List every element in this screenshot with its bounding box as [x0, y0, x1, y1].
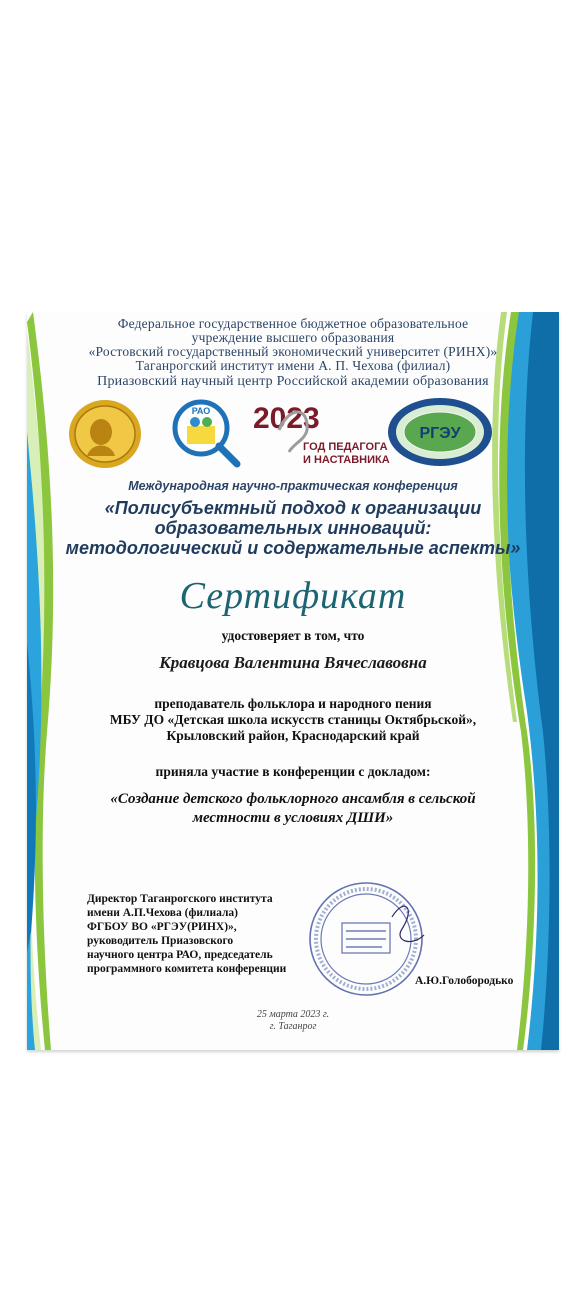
report-title-line-1: «Создание детского фольклорного ансамбля в сельской [110, 791, 476, 807]
header-line-2: учреждение высшего образования [191, 330, 395, 345]
position-line-3: Крыловский район, Краснодарский край [166, 728, 420, 743]
header-line-4: Таганрогский институт имени А. П. Чехова (филиал) [135, 358, 451, 373]
conference-label: Международная научно-практическая конференция [128, 479, 458, 493]
issue-date-place [227, 1009, 359, 1033]
year-number: 2023 [253, 402, 320, 435]
certifies-text: удостоверяет в том, что [221, 628, 365, 643]
conference-title-line-2: образовательных инноваций: [154, 518, 432, 538]
certificate-heading: Сертификат [179, 575, 407, 617]
rgeu-logo [385, 396, 495, 468]
header-line-3: «Ростовский государственный экономический университет (РИНХ)» [88, 344, 498, 359]
header-academy: Приазовский научный центр Российской академии образования [97, 374, 489, 389]
report-title-line-2: местности в условиях ДШИ» [192, 810, 394, 826]
signatory-line-6: программного комитета конференции [87, 963, 287, 975]
signatory-line-4: руководитель Приазовского [87, 935, 234, 947]
rao-logo-text: РАО [191, 406, 211, 416]
signer-name: А.Ю.Голобородько [415, 975, 514, 987]
participation-text: приняла участие в конференции с докладом: [155, 764, 431, 779]
year-caption-1: ГОД ПЕДАГОГА [303, 441, 388, 453]
report-title [67, 790, 519, 828]
issue-date: 25 марта 2023 г. [256, 1009, 330, 1020]
rao-logo [169, 398, 243, 468]
rgeu-logo-text: РГЭУ [419, 425, 461, 442]
year-caption-2: И НАСТАВНИКА [303, 454, 390, 466]
signatory-line-1: Директор Таганрогского института [87, 893, 273, 905]
signatory-line-5: научного центра РАО, председатель [87, 949, 273, 961]
issue-city: г. Таганрог [269, 1021, 317, 1032]
conference-title-line-1: «Полисубъектный подход к организации [104, 498, 482, 518]
conference-title [61, 498, 525, 558]
position-line-2: МБУ ДО «Детская школа искусств станицы Октябрьской», [109, 712, 477, 727]
signatory-line-3: ФГБОУ ВО «РГЭУ(РИНХ)», [87, 921, 237, 933]
year-of-teacher-logo [249, 400, 390, 468]
position-line-1: преподаватель фольклора и народного пения [154, 696, 432, 711]
conference-title-line-3: методологический и содержательные аспекты» [65, 538, 521, 558]
recipient-name: Кравцова Валентина Вячеславовна [159, 653, 427, 672]
signatory-line-2: имени А.П.Чехова (филиала) [87, 907, 238, 919]
signatory-title [87, 892, 317, 976]
header-line-1: Федеральное государственное бюджетное образовательное [117, 316, 469, 331]
chekhov-medal-logo [67, 398, 143, 470]
certificate-page [27, 312, 559, 1050]
recipient-position [67, 696, 519, 744]
logos-row [27, 396, 559, 468]
